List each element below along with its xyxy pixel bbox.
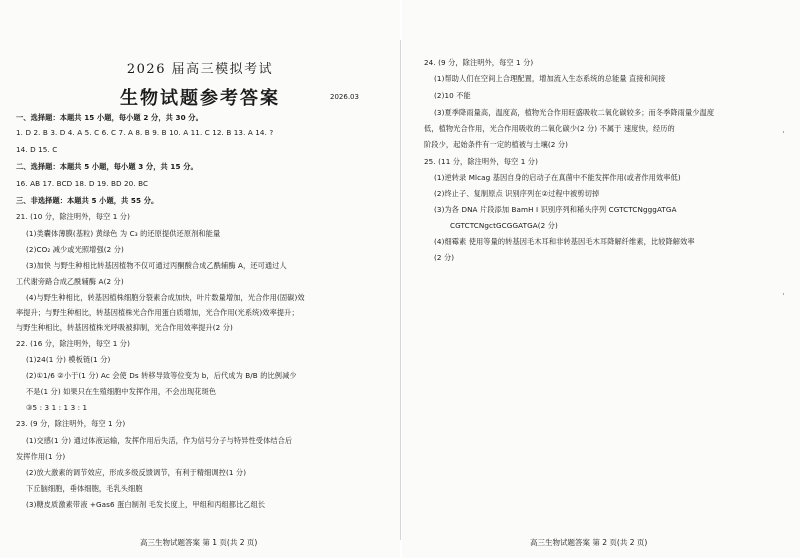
answer-line: (1)帮助人们在空间上合理配置，增加流入生态系统的总能量 直接和间接 (434, 74, 666, 83)
question-heading: 22. (16 分，除注明外，每空 1 分) (16, 339, 130, 348)
answer-line: (1)24(1 分) 模板链(1 分) (26, 355, 111, 364)
answer-line: (2)CO₂ 减少或光照增强(2 分) (26, 245, 124, 254)
hole-punch-mark: · (782, 290, 785, 300)
answer-line: 14. D 15. C (16, 145, 58, 154)
question-heading: 21. (10 分，除注明外，每空 1 分) (16, 212, 130, 221)
answer-line: (2)放大激素的调节效应，形成多级反馈调节，有利于精细调控(1 分) (26, 468, 247, 477)
answer-line: 低，植物光合作用，光合作用吸收的二氧化碳少(2 分) 不属于 速度快，经历的 (424, 124, 675, 133)
answer-line: (4)与野生种相比，转基因植株细胞分裂素合成加快，叶片数量增加，光合作用(固碳)效 (26, 293, 305, 302)
page-footer: 高三生物试题答案 第 1 页(共 2 页) (140, 538, 258, 547)
answer-line: (3)夏季降雨量高，温度高，植物光合作用旺盛吸收二氧化碳较多；而冬季降雨量少温度 (434, 108, 715, 117)
answer-line: 阶段少，起始条件有一定的植被与土壤(2 分) (424, 140, 569, 149)
answer-line: 不是(1 分) 如果只在生殖细胞中发挥作用，不会出现花斑色 (26, 387, 217, 396)
answer-line: 1. D 2. B 3. D 4. A 5. C 6. C 7. A 8. B 9. B 10. A 11. C 12. B 13. A 14. ? (16, 128, 274, 137)
answer-line: (1)交感(1 分) 通过体液运输，发挥作用后失活，作为信号分子与特异性受体结合后 (26, 436, 293, 445)
answer-line: (4)细霉素 使用等量的转基因毛木耳和非转基因毛木耳降解纤维素，比较降解效率 (434, 237, 695, 246)
exam-title: 2026 届高三模拟考试 (126, 62, 274, 77)
question-heading: 25. (11 分，除注明外，每空 1 分) (424, 157, 538, 166)
section-1-heading: 一、选择题：本题共 15 小题，每小题 2 分，共 30 分。 (16, 113, 203, 122)
answer-line: (3)加快 与野生种相比转基因植物不仅可通过丙酮酸合成乙酰辅酶 A，还可通过人 (26, 261, 287, 270)
answer-line: (2)终止子、复制原点 识别序列在②过程中被剪切掉 (434, 189, 600, 198)
question-heading: 24. (9 分，除注明外，每空 1 分) (424, 58, 534, 67)
exam-date: 2026.03 (330, 93, 359, 101)
answer-line: (3)糖皮质激素带液 +Gas6 蛋白制剂 毛发长度上，甲组和丙组都比乙组长 (26, 500, 266, 509)
answer-line: 与野生种相比，转基因植株光呼吸被抑制，光合作用效率提升(2 分) (16, 323, 233, 332)
answer-line: 工代谢旁路合成乙酰辅酶 A(2 分) (16, 277, 124, 286)
answer-line: 率提升；与野生种相比，转基因植株光合作用蛋白质增加，光合作用(光系统)效率提升； (16, 308, 299, 317)
question-heading: 23. (9 分，除注明外，每空 1 分) (16, 419, 126, 428)
answer-line: (2)①1/6 ②小于(1 分) Ac 会使 Ds 转移导致等位变为 b，后代成为 B/B 的比例减少 (26, 371, 297, 380)
answer-line: (1)类囊体薄膜(基粒) 黄绿色 为 C₃ 的还原提供还原剂和能量 (26, 229, 221, 238)
answer-line: CGTCTCNgctGCGGATGA(2 分) (450, 221, 558, 230)
hole-punch-mark: · (782, 128, 785, 138)
answer-line: (3)为各 DNA 片段添加 BamH I 识别序列和稀头序列 CGTCTCNgggATGA (434, 205, 677, 214)
answer-line: (1)逆转录 Mlcag 基因自身的启动子在真菌中不能发挥作用(或者作用效率低) (434, 173, 681, 182)
section-3-heading: 三、非选择题：本题共 5 小题，共 55 分。 (16, 196, 159, 205)
answer-line: (2 分) (434, 253, 455, 262)
section-2-heading: 二、选择题：本题共 5 小题，每小题 3 分，共 15 分。 (16, 162, 198, 171)
answer-line: 16. AB 17. BCD 18. D 19. BD 20. BC (16, 179, 149, 188)
answer-page-2 (402, 0, 800, 558)
answer-line: (2)10 不能 (434, 91, 471, 100)
page-footer: 高三生物试题答案 第 2 页(共 2 页) (530, 538, 648, 547)
answer-line: ③5 : 3 1 : 1 3 : 1 (26, 403, 88, 412)
page-divider (400, 40, 401, 540)
answer-line: 下丘脑细胞，垂体细胞，毛乳头细胞 (26, 484, 143, 493)
answer-line: 发挥作用(1 分) (16, 452, 66, 461)
answer-key-title: 生物试题参考答案 (120, 88, 280, 109)
